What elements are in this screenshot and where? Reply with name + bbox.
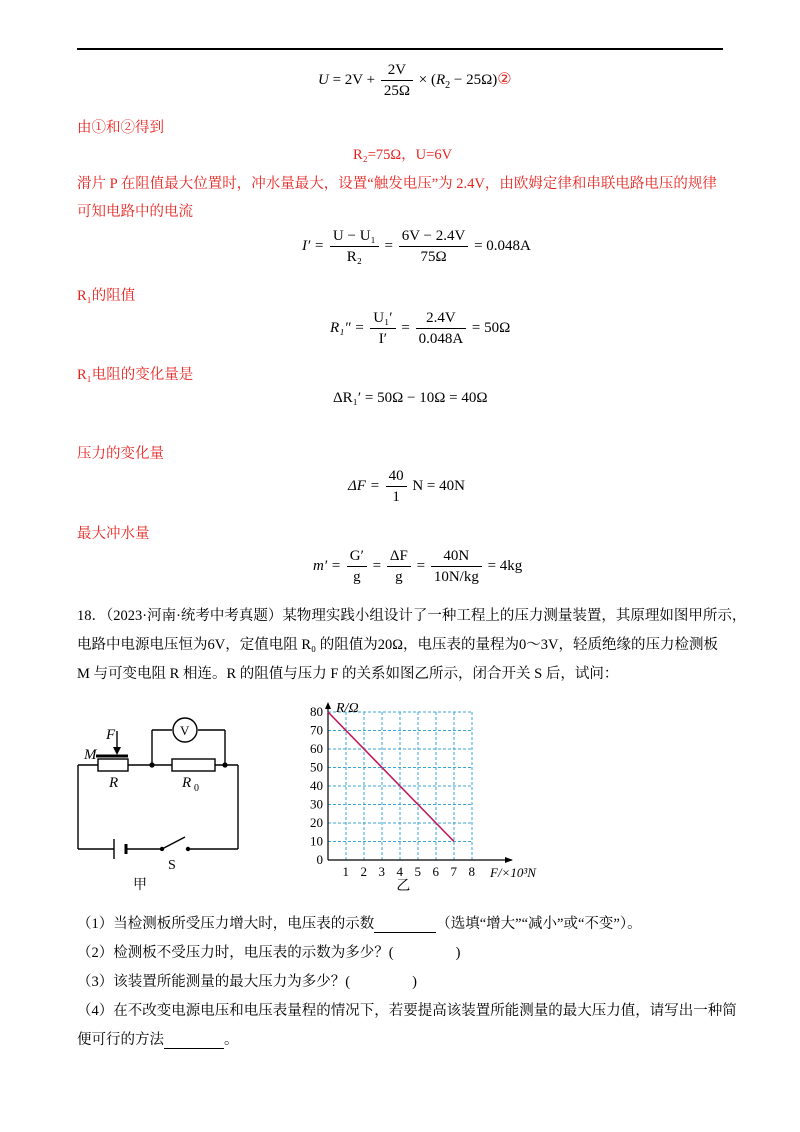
eq-r1-lhs: R₁″ =: [330, 319, 369, 336]
q18-sub1: [77, 912, 642, 933]
y-tick-label: 80: [310, 704, 323, 719]
equation-delta-r: ΔR₁′ = 50Ω − 10Ω = 40Ω: [333, 390, 488, 406]
eq-m-num1: G′: [347, 548, 367, 567]
eq-m-lhs: m′ =: [313, 557, 345, 574]
eq-i-den1: R₂: [346, 249, 362, 265]
eq-i-lhs: I′ =: [302, 237, 328, 254]
equation-i: [302, 228, 531, 265]
q18-sub4-line1: （4）在不改变电源电压和电压表量程的情况下，若要提高该装置所能测量的最大压力值，请写出一种简: [77, 1003, 737, 1019]
eq-u-lhs: U: [318, 71, 329, 88]
force-arrow-icon: [113, 747, 121, 755]
eq-r1-frac1: [370, 310, 395, 347]
q18-line3: M 与可变电阻 R 相连。R 的阻值与压力 F 的关系如图乙所示，闭合开关 S 后，试问：: [77, 666, 619, 682]
q18-sub2: [77, 941, 460, 962]
eq-r1-den2: 0.048A: [418, 331, 464, 347]
q18-sub2-text: （2）检测板不受压力时，电压表的示数为多少？(: [77, 945, 394, 961]
series-line: [328, 712, 454, 842]
q18-sub4-text: 便可行的方法: [77, 1032, 164, 1048]
eq-r1-mid: =: [397, 319, 414, 336]
eq-df-frac: [386, 468, 407, 505]
eq-m-rhs: = 4kg: [483, 557, 523, 574]
equation-m: [313, 548, 522, 585]
eq-u-r-sub: 2: [445, 79, 451, 91]
header-rule: [77, 48, 723, 50]
x-axis-arrow-icon: [505, 857, 513, 863]
x-tick-label: 1: [342, 864, 349, 879]
label-force-change: 压力的变化量: [77, 446, 164, 462]
eq-u-part1: = 2V +: [328, 71, 379, 88]
q18-sub3: [77, 970, 417, 991]
x-tick-label: 5: [414, 864, 421, 879]
junction-dot-right: [222, 762, 227, 767]
eq-df-rhs: N = 40N: [408, 477, 465, 494]
x-tick-label: 3: [378, 864, 385, 879]
eq-m-den3: 10N/kg: [433, 569, 479, 585]
q18-sub3-text: （3）该装置所能测量的最大压力为多少？(: [77, 974, 351, 990]
eq-u-part3: − 25Ω): [450, 71, 498, 88]
y-tick-label: 30: [310, 796, 323, 812]
x-tick-label: 7: [450, 864, 457, 879]
caption-yi: 乙: [396, 879, 411, 894]
eq-i-num2: 6V − 2.4V: [399, 228, 469, 247]
eq-i-num1: U − U₁: [330, 228, 379, 247]
label-v: V: [180, 723, 190, 738]
answer-space-2[interactable]: [394, 945, 456, 962]
label-r1-change: R₁电阻的变化量是: [77, 367, 194, 383]
eq-r1-num2: 2.4V: [416, 310, 467, 329]
eq-df-lhs: ΔF =: [348, 477, 384, 494]
answer-blank-4[interactable]: [164, 1031, 224, 1049]
eq-i-den2: 75Ω: [420, 249, 447, 265]
line-from-1-and-2: 由①和②得到: [77, 120, 164, 136]
eq-u-circle-2: ②: [497, 70, 512, 88]
y-tick-label: 50: [310, 759, 323, 775]
label-s: S: [168, 858, 176, 873]
q18-sub4-line2: [77, 1028, 239, 1049]
eq-u-part2: × (: [414, 71, 436, 88]
y-tick-label: 10: [310, 833, 323, 849]
eq-df-num: 40: [386, 468, 407, 487]
label-f: F: [106, 727, 116, 743]
answer-space-3[interactable]: [350, 974, 412, 991]
y-tick-label: 0: [316, 852, 323, 867]
equation-delta-f: [348, 468, 465, 505]
eq-df-den: 1: [392, 489, 400, 505]
q18-line2: 电路中电源电压恒为6V，定值电阻 R₀ 的阻值为20Ω，电压表的量程为0～3V，轻质绝缘的压力检测板: [77, 637, 718, 653]
q18-sub1-tail: （选填“增大”“减小”或“不变”）。: [436, 916, 642, 932]
label-m: M: [84, 747, 97, 763]
eq-u-r: R: [435, 71, 446, 88]
eq-m-frac3: [431, 548, 482, 585]
para-slider-line1: 滑片 P 在阻值最大位置时，冲水量最大，设置“触发电压”为 2.4V，由欧姆定律和串联电路电压的规律: [77, 176, 717, 192]
eq-i-rhs: = 0.048A: [470, 237, 531, 254]
y-axis-label: R/Ω: [336, 701, 359, 716]
caption-jia: 甲: [133, 878, 147, 893]
x-tick-label: 8: [468, 864, 475, 879]
resistor-r0: [172, 759, 215, 771]
y-tick-label: 40: [310, 778, 323, 793]
label-r1-value: R₁的阻值: [77, 288, 136, 304]
chart-r-vs-f: [300, 700, 590, 895]
eq-m-den2: g: [395, 569, 403, 585]
label-max-flush: 最大冲水量: [77, 526, 150, 542]
eq-i-frac1: [330, 228, 379, 265]
junction-dot-left: [149, 762, 154, 767]
resistor-r: [98, 759, 128, 771]
eq-m-num3: 40N: [431, 548, 482, 567]
eq-i-frac2: [399, 228, 469, 265]
eq-u-frac-num: 2V: [381, 62, 413, 81]
eq-m-eq2: =: [412, 557, 429, 574]
eq-u-frac-den: 25Ω: [383, 83, 410, 99]
x-tick-label: 2: [360, 864, 367, 879]
eq-m-frac2: [387, 548, 411, 585]
eq-m-den1: g: [353, 569, 361, 585]
equation-r1: [330, 310, 510, 347]
eq-r1-num1: U₁′: [370, 310, 395, 329]
q18-sub3-tail: ): [412, 974, 417, 990]
eq-m-frac1: [347, 548, 367, 585]
y-tick-label: 60: [310, 741, 323, 756]
q18-line1: 18．（2023·河南·统考中考真题）某物理实践小组设计了一种工程上的压力测量装置，其原理如图甲所示，: [77, 608, 747, 624]
label-r0: R: [182, 775, 192, 791]
eq-r1-rhs: = 50Ω: [468, 319, 511, 336]
equation-u: [318, 62, 512, 99]
eq-m-eq1: =: [368, 557, 385, 574]
label-r: R: [109, 775, 119, 791]
q18-sub1-text: （1）当检测板所受压力增大时，电压表的示数: [77, 916, 375, 932]
circuit-diagram: [70, 705, 250, 895]
y-tick-label: 20: [310, 815, 323, 830]
x-tick-label: 4: [396, 864, 403, 879]
eq-u-fraction: [381, 62, 413, 99]
eq-r1-den1: I′: [378, 331, 388, 347]
label-r0-sub: 0: [194, 783, 199, 794]
eq-i-mid: =: [380, 237, 397, 254]
x-axis-label: F/×10³N: [490, 865, 536, 880]
eq-m-num2: ΔF: [387, 548, 411, 567]
answer-blank-1[interactable]: [374, 915, 436, 933]
q18-sub4-tail: 。: [224, 1032, 239, 1048]
eq-r1-frac2: [416, 310, 467, 347]
result-r2-u: R₂=75Ω，U=6V: [353, 147, 453, 163]
y-axis-arrow-icon: [325, 702, 331, 709]
q18-sub2-tail: ): [455, 945, 461, 961]
y-tick-label: 70: [310, 722, 323, 738]
para-slider-line2: 可知电路中的电流: [77, 204, 193, 220]
x-tick-label: 6: [432, 864, 439, 879]
